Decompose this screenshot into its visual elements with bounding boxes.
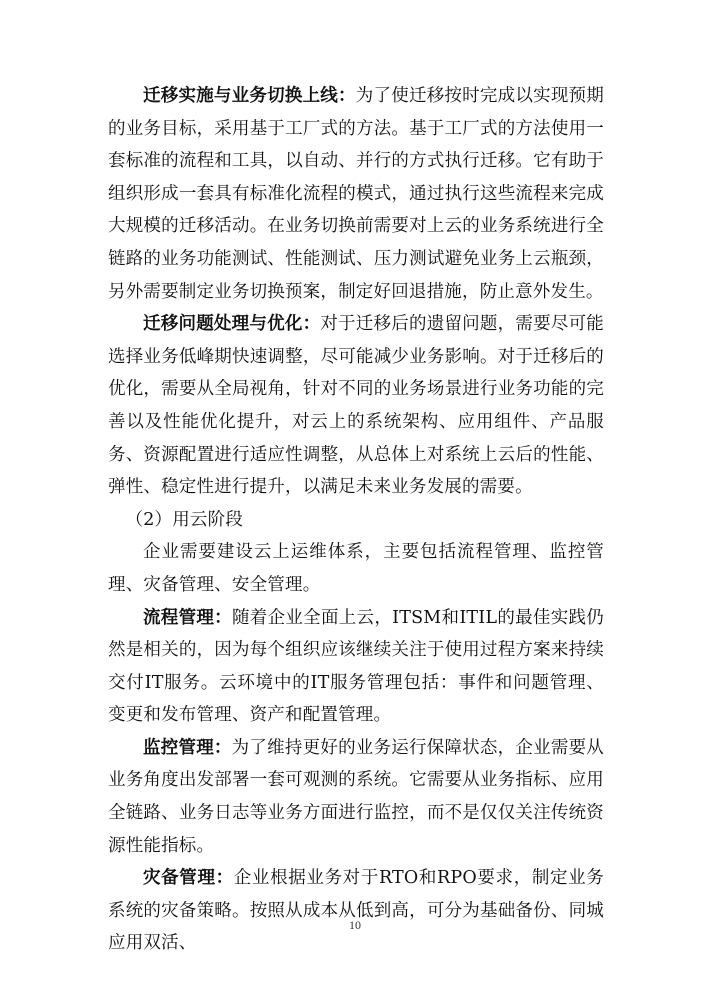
paragraph-text: 企业需要建设云上运维体系，主要包括流程管理、监控管理、灾备管理、安全管理。	[108, 542, 604, 595]
paragraph-text: 随着企业全面上云，ITSM和ITIL的最佳实践仍然是相关的，因为每个组织应该继续关注于使用过程方案来持续交付IT服务。云环境中的IT服务管理包括：事件和问题管理、变更和发布管理、资产和配置管理。	[108, 607, 605, 726]
document-body	[108, 80, 604, 960]
paragraph-text: 为了使迁移按时完成以实现预期的业务目标，采用基于工厂式的方法。基于工厂式的方法使用一套标准的流程和工具，以自动、并行的方式执行迁移。它有助于组织形成一套具有标准化流程的模式，通过执行这些流程来完成大规模的迁移活动。在业务切换前需要对上云的业务系统进行全链路的业务功能测试、性能测试、压力测试避免业务上云瓶颈，另外需要制定业务切换预案，制定好回退措施，防止意外发生。	[108, 86, 604, 302]
paragraph-disaster-recovery	[108, 862, 604, 960]
section-heading-text: （2）用云阶段	[125, 509, 244, 530]
paragraph-ops-system	[108, 536, 604, 601]
paragraph-text: 企业根据业务对于RTO和RPO要求，制定业务系统的灾备策略。按照从成本从低到高，可分为基础备份、同城应用双活、	[108, 868, 605, 954]
paragraph-migration-implementation	[108, 80, 604, 308]
paragraph-lead: 迁移问题处理与优化：	[143, 314, 321, 335]
paragraph-text: 对于迁移后的遗留问题，需要尽可能选择业务低峰期快速调整，尽可能减少业务影响。对于迁移后的优化，需要从全局视角，针对不同的业务场景进行业务功能的完善以及性能优化提升，对云上的系统架构、应用组件、产品服务、资源配置进行适应性调整，从总体上对系统上云后的性能、弹性、稳定性进行提升，以满足未来业务发展的需要。	[108, 314, 605, 498]
paragraph-process-management	[108, 602, 604, 732]
paragraph-lead: 迁移实施与业务切换上线：	[143, 86, 356, 106]
paragraph-lead: 监控管理：	[143, 737, 232, 758]
section-heading-cloud-usage	[108, 504, 604, 537]
paragraph-migration-optimization	[108, 308, 604, 504]
paragraph-text: 为了维持更好的业务运行保障状态，企业需要从业务角度出发部署一套可观测的系统。它需要从业务指标、应用全链路、业务日志等业务方面进行监控，而不是仅仅关注传统资源性能指标。	[108, 737, 605, 856]
paragraph-monitoring-management	[108, 732, 604, 862]
paragraph-lead: 灾备管理：	[143, 868, 234, 889]
page-number: 10	[349, 918, 361, 932]
paragraph-lead: 流程管理：	[143, 607, 232, 628]
